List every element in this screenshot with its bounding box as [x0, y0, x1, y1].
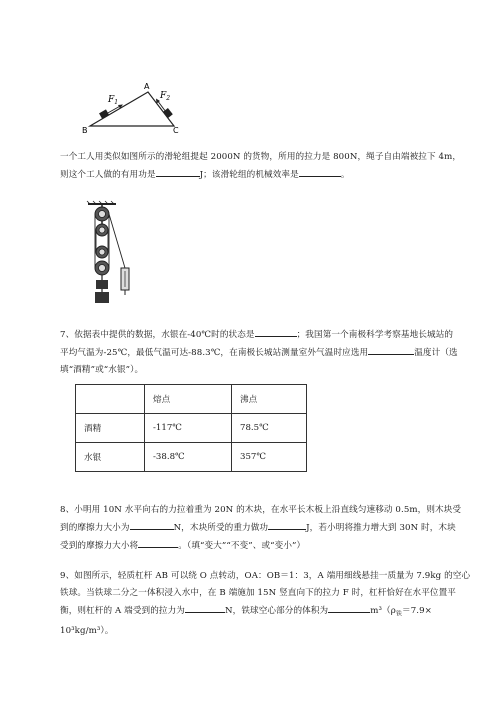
q7-line-1: 7、依据表中提供的数据，水银在-40℃时的状态是 ；我国第一个南极科学考察基地长城站的 — [60, 326, 478, 344]
table-cell: -38.8℃ — [145, 443, 232, 472]
weight-lower — [95, 292, 109, 303]
q9-line-3: 衡，则杠杆的 A 端受到的拉力为 N，铁球空心部分的体积为 $m^3(\rho_铁=7.9\times$ — [60, 602, 478, 623]
table-header-row — [76, 385, 307, 414]
label-a: A — [144, 82, 150, 91]
q7-line-2: 平均气温为-25℃，最低气温可达-88.3℃，在南极长城站测量室外气温时应选用 温度计（选 — [60, 344, 478, 362]
q9-blank-tension[interactable] — [185, 602, 225, 613]
q8-line-2: 到的摩擦力大小为 N，木块所受的重力做功 J，若小明将推力增大到 30N 时，木块 — [60, 519, 478, 537]
label-c: C — [173, 126, 179, 135]
q9-line-1: 9、如图所示，轻质杠杆 AB 可以绕 O 点转动，OA：OB＝1：3，A 端用细线悬挂一质量为 7.9kg 的空心 — [60, 571, 471, 581]
q8-line-3: 受到的摩擦力大小将 。（填“变大”“不变”、或“变小”） — [60, 537, 478, 555]
free-rope — [109, 214, 125, 268]
table-header-cell — [76, 385, 145, 414]
label-f2: $F_2$ — [160, 91, 171, 102]
q6-line-1: 一个工人用类似如图所示的滑轮组提起 2000N 的货物，所用的拉力是 800N，绳子自由端被拉下 4m， — [60, 152, 462, 162]
q9-line-4: 10³kg/m³）。 — [60, 625, 114, 636]
weight-upper — [96, 280, 108, 289]
question-8 — [60, 502, 478, 555]
q8-blank-change[interactable] — [138, 537, 178, 548]
label-b: B — [82, 126, 88, 135]
q9-blank-hollow-volume[interactable] — [328, 602, 370, 613]
q7-blank-thermometer[interactable] — [368, 344, 414, 355]
q8-line-1: 8、小明用 10N 水平向右的力拉着重为 20N 的木块，在水平长木板上沿直线匀速移动 0.5m，则木块受 — [60, 505, 462, 515]
table-cell: -117℃ — [145, 414, 232, 443]
pulley-figure — [84, 200, 136, 308]
q6-blank-useful-work[interactable] — [156, 166, 200, 177]
incline-figure — [78, 80, 190, 136]
q9-line-2: 铁球。当铁球二分之一体积浸入水中，在 B 端施加 15N 竖直向下的拉力 F 时，杠杆恰好在水平位置平 — [60, 588, 456, 598]
question-9 — [60, 568, 478, 640]
table-cell: 78.5℃ — [232, 414, 307, 443]
q6-line-2: 则这个工人做的有用功是 J；该滑轮组的机械效率是 。 — [60, 166, 478, 184]
table-cell: 酒精 — [76, 414, 145, 443]
question-7 — [60, 326, 478, 379]
table-row — [76, 414, 307, 443]
melting-boiling-table — [75, 384, 307, 472]
table-header-cell: 沸点 — [232, 385, 307, 414]
table-cell: 水银 — [76, 443, 145, 472]
q8-blank-gravity-work[interactable] — [268, 519, 306, 530]
q6-blank-efficiency[interactable] — [299, 166, 341, 177]
block-left — [99, 109, 109, 118]
table-cell: 357℃ — [232, 443, 307, 472]
question-6 — [60, 149, 478, 184]
q7-blank-state[interactable] — [255, 326, 297, 337]
q8-blank-friction[interactable] — [130, 519, 174, 530]
table-header-cell: 熔点 — [145, 385, 232, 414]
q7-line-3: 填“酒精”或“水银”）。 — [60, 365, 144, 375]
table-row — [76, 443, 307, 472]
label-f1: $F_1$ — [108, 95, 119, 106]
